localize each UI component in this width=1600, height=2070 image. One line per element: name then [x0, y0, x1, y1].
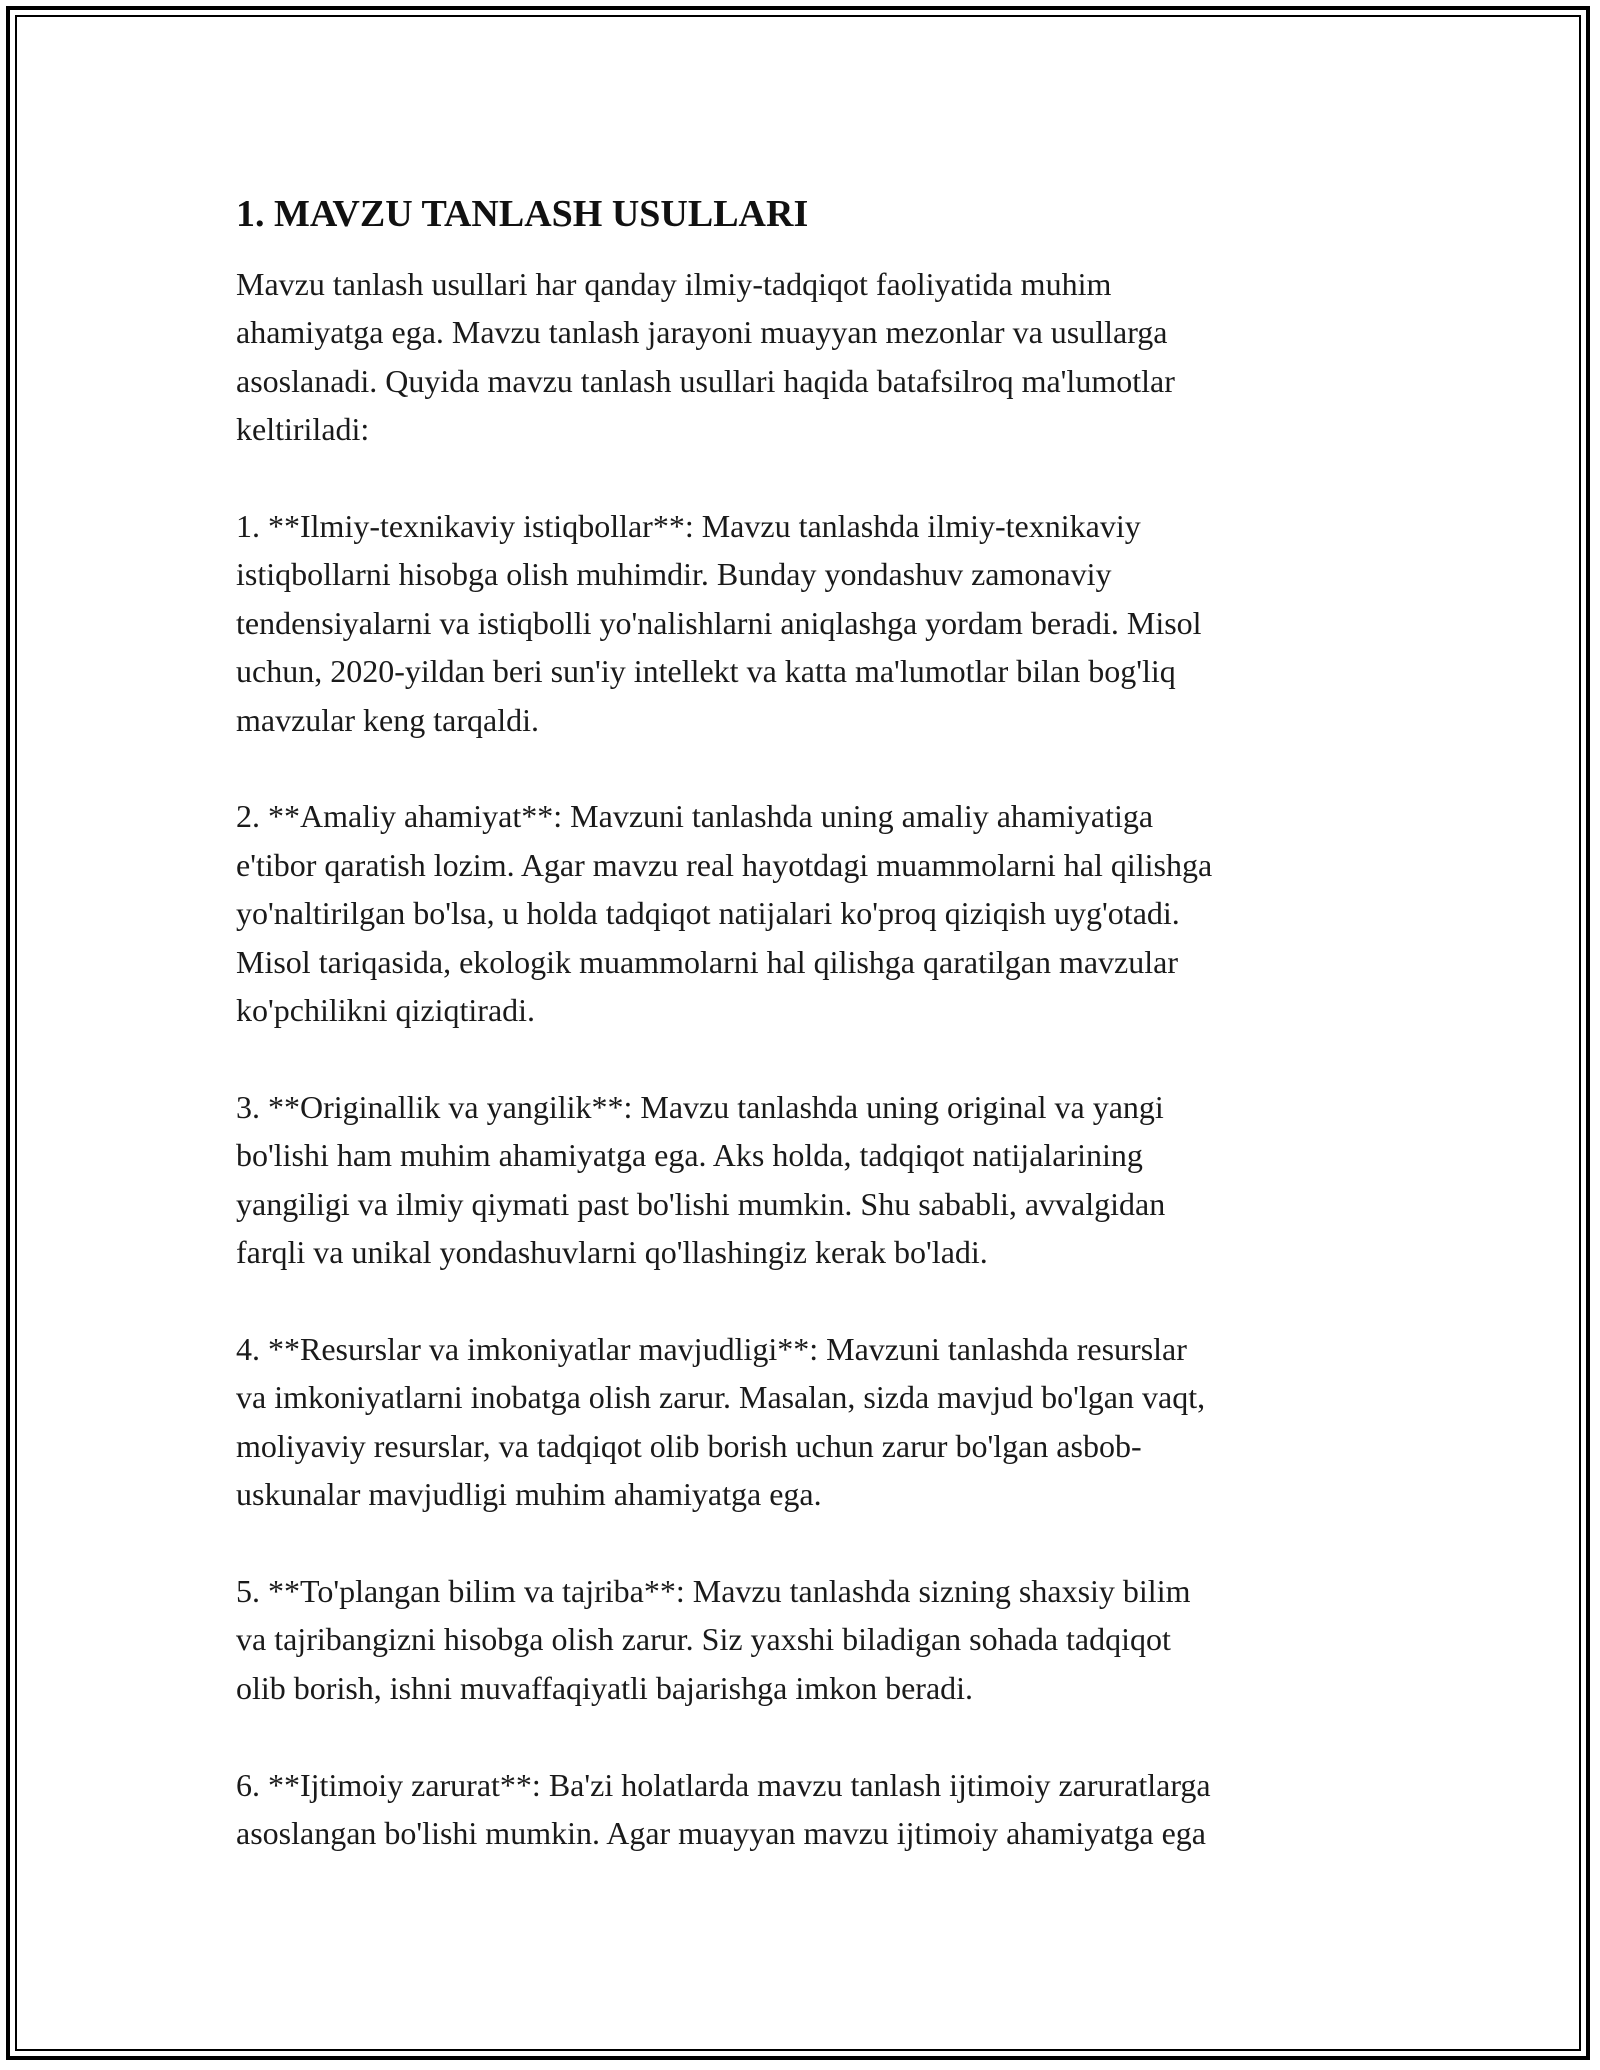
paragraph-item-6: 6. **Ijtimoiy zarurat**: Ba'zi holatlarda mavzu tanlash ijtimoiy zaruratlarga asoslangan bo'lishi mumkin. Agar muayyan mavzu ijtimoiy ahamiyatga ega	[236, 1766, 1211, 1851]
document-heading: 1. MAVZU TANLASH USULLARI	[236, 193, 809, 235]
paragraph-item-3: 3. **Originallik va yangilik**: Mavzu tanlashda uning original va yangi bo'lishi ham muhim ahamiyatga ega. Aks holda, tadqiqot natijalarining yangiligi va ilmiy qiymati past bo'lishi mumkin. Shu sababli, avvalgidan farqli va unikal yondashuvlarni qo'llashingiz kerak bo'ladi.	[236, 1088, 1166, 1271]
paragraph-item-2: 2. **Amaliy ahamiyat**: Mavzuni tanlashda uning amaliy ahamiyatiga e'tibor qaratish lozim. Agar mavzu real hayotdagi muammolarni hal qilishga yo'naltirilgan bo'lsa, u holda tadqiqot natijalari ko'proq qiziqish uyg'otadi. Misol tariqasida, ekologik muammolarni hal qilishga qaratilgan mavzular ko'pchilikni qiziqtiradi.	[236, 798, 1213, 1029]
intro-paragraph: Mavzu tanlash usullari har qanday ilmiy-tadqiqot faoliyatida muhim ahamiyatga ega. Mavzu tanlash jarayoni muayyan mezonlar va usullarga asoslanadi. Quyida mavzu tanlash usullari haqida batafsilroq ma'lumotlar keltiriladi:	[236, 266, 1175, 448]
paragraph-item-1: 1. **Ilmiy-texnikaviy istiqbollar**: Mavzu tanlashda ilmiy-texnikaviy istiqbollarni hisobga olish muhimdir. Bunday yondashuv zamonaviy tendensiyalarni va istiqbolli yo'nalishlarni aniqlashga yordam beradi. Misol uchun, 2020-yildan beri sun'iy intellekt va katta ma'lumotlar bilan bog'liq mavzular keng tarqaldi.	[236, 508, 1202, 738]
paragraph-item-5: 5. **To'plangan bilim va tajriba**: Mavzu tanlashda sizning shaxsiy bilim va tajribangizni hisobga olish zarur. Siz yaxshi biladigan sohada tadqiqot olib borish, ishni muvaffaqiyatli bajarishga imkon beradi.	[236, 1572, 1191, 1706]
document-body	[236, 188, 1376, 1906]
paragraph-item-4: 4. **Resurslar va imkoniyatlar mavjudligi**: Mavzuni tanlashda resurslar va imkoniyatlarni inobatga olish zarur. Masalan, sizda mavjud bo'lgan vaqt, moliyaviy resurslar, va tadqiqot olib borish uchun zarur bo'lgan asbob- uskunalar mavjudligi muhim ahamiyatga ega.	[236, 1330, 1206, 1513]
